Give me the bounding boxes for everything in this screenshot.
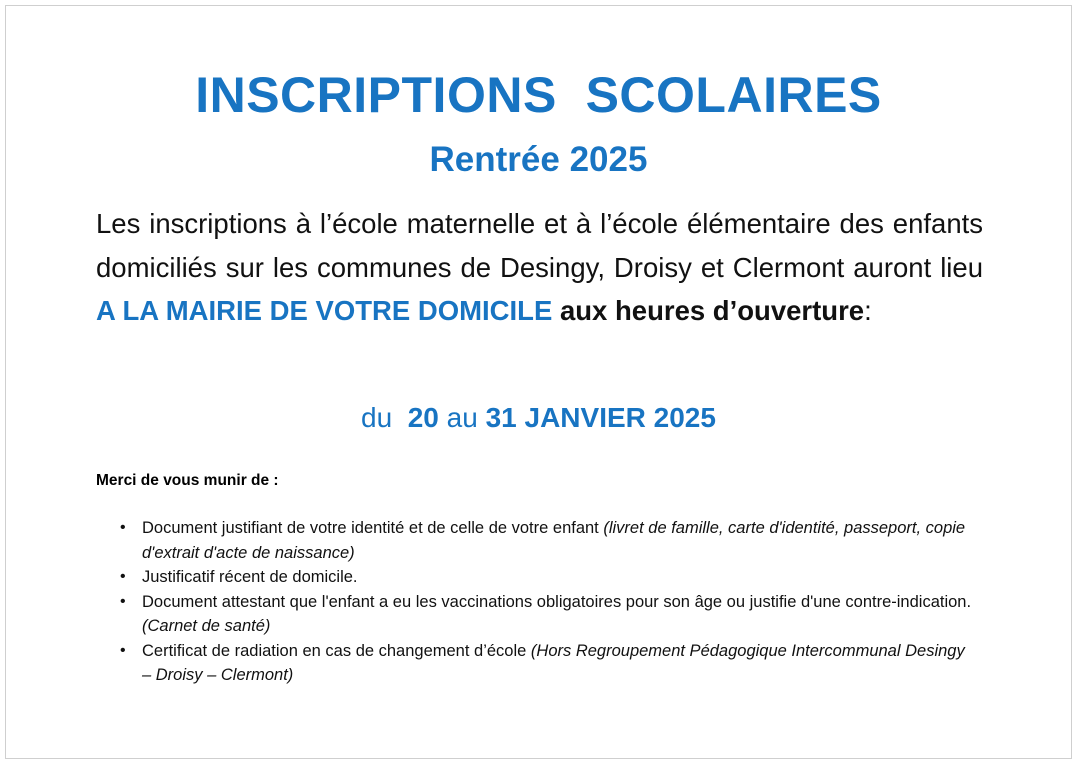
list-item-note: (livret de famille, carte d'identité, passeport, copie d'extrait d'acte de naissance) [142,519,966,562]
intro-opening-hours: aux heures d’ouverture [559,295,865,326]
bullet-icon: • [120,519,126,536]
dates-start-day: 20 [407,402,439,433]
bullet-icon: • [120,568,126,585]
bullet-icon: • [120,592,126,610]
list-item-text: Certificat de radiation en cas de changement d’école [142,641,531,660]
documents-list [96,516,976,688]
registration-dates [6,398,1071,438]
list-item [96,590,976,639]
list-item [96,639,976,688]
list-item-text: Justificatif récent de domicile. [142,568,358,586]
dates-end-date: 31 JANVIER 2025 [485,402,716,433]
list-item-note: (Carnet de santé) [142,617,271,635]
list-item-text: Document justifiant de votre identité et de celle de votre enfant [142,519,604,537]
page-subtitle: Rentrée 2025 [429,140,648,179]
intro-paragraph [96,202,983,333]
list-item [96,516,976,565]
intro-space [552,295,560,326]
list-item-note: (Hors Regroupement Pédagogique Intercommunal Desingy – Droisy – Clermont) [142,641,965,684]
dates-prefix: du [361,402,408,433]
bullet-icon: • [120,641,126,659]
intro-colon: : [864,295,872,326]
page-title: INSCRIPTIONS SCOLAIRES [195,67,882,123]
document-page [5,5,1072,759]
documents-heading: Merci de vous munir de : [96,472,279,489]
intro-text: Les inscriptions à l’école maternelle et à l’école élémentaire des enfants domiciliés sur les communes de Desingy, Droisy et Clermont auront lieu [96,208,983,283]
intro-location-highlight: A LA MAIRIE DE VOTRE DOMICILE [96,295,553,326]
dates-middle: au [438,402,486,433]
list-item-text: Document attestant que l'enfant a eu les vaccinations obligatoires pour son âge ou justifie d'une contre-indication. [142,592,972,611]
list-item [96,565,976,590]
